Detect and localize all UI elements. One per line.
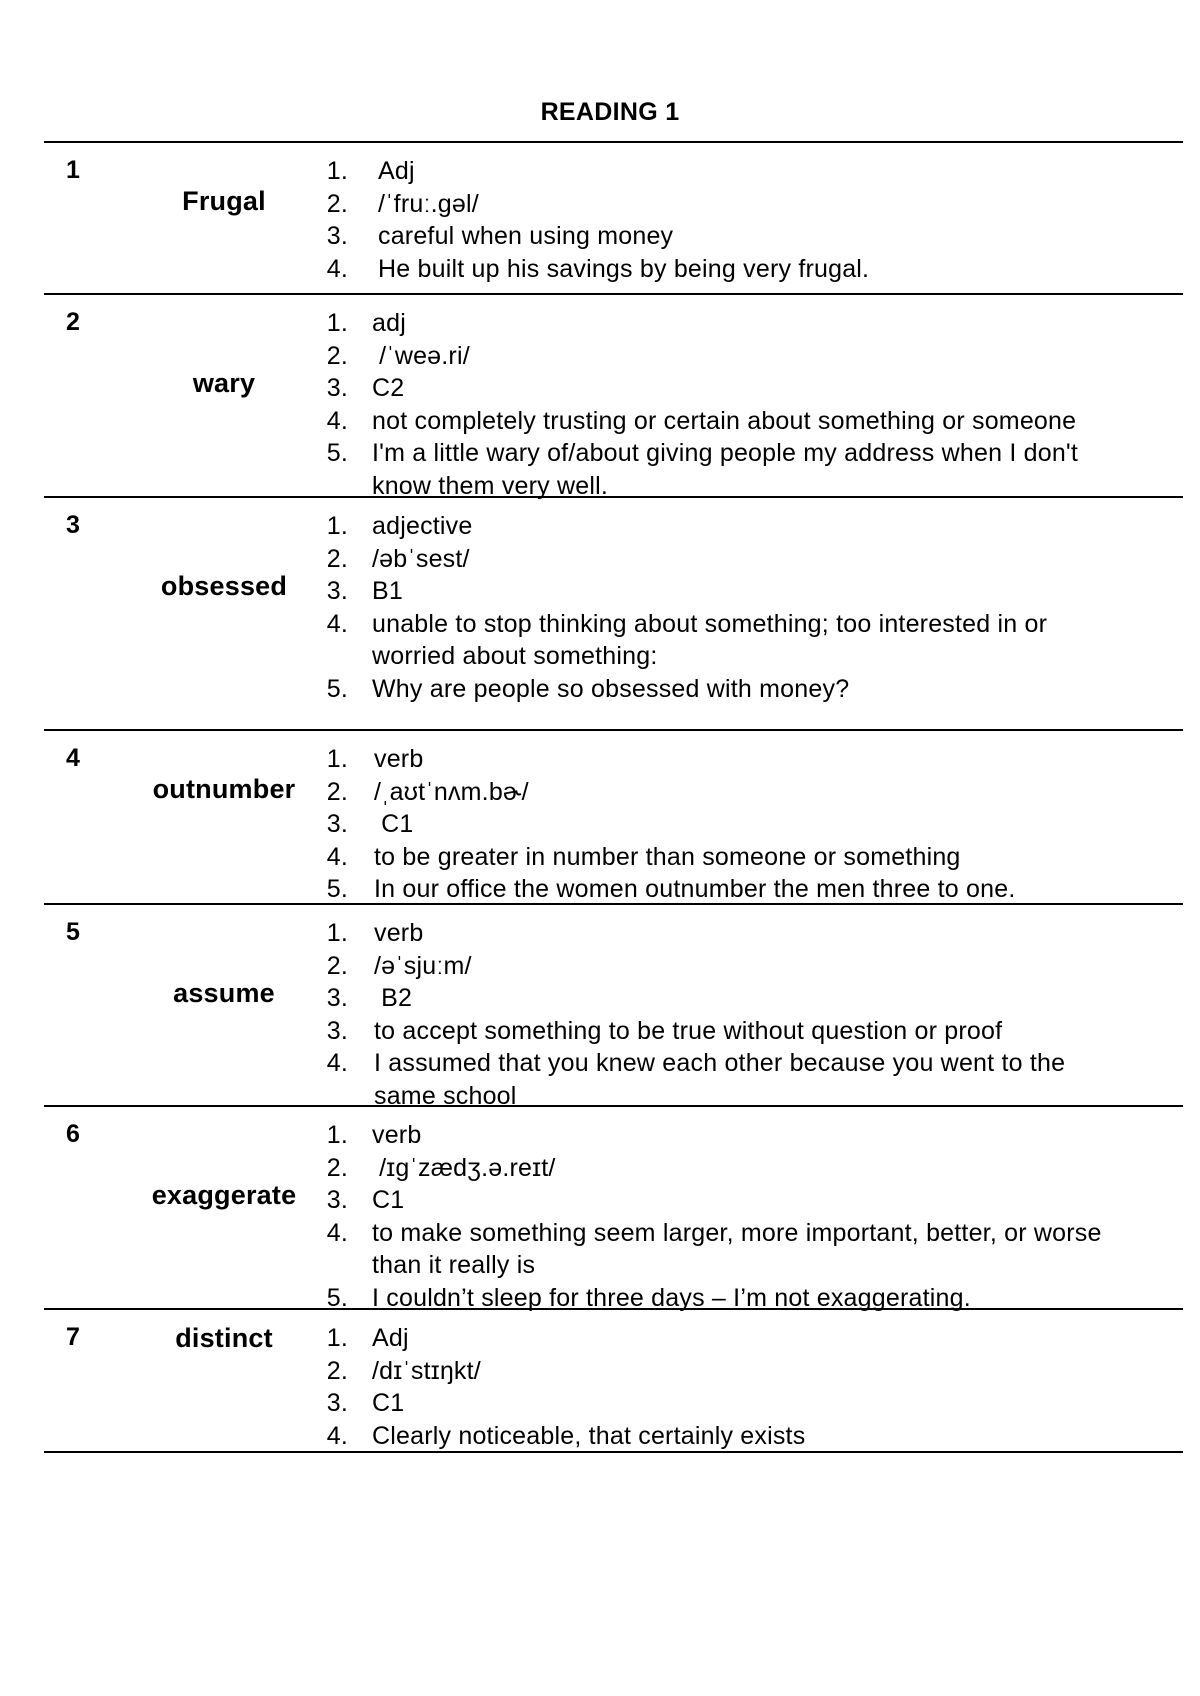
page-title: READING 1: [540, 98, 680, 126]
item-text: Clearly noticeable, that certainly exists: [372, 1421, 806, 1450]
definition-item: [306, 673, 1186, 706]
item-text: to make something seem larger, more important, better, or worse than it really is: [372, 1218, 1109, 1279]
item-text: He built up his savings by being very frugal.: [378, 254, 870, 283]
item-text: verb: [374, 919, 424, 947]
item-number: 4.: [326, 406, 348, 435]
definition-item: [306, 188, 1186, 221]
item-number: 3.: [326, 810, 348, 838]
entry-definition-list: [306, 510, 1186, 705]
definition-item: [306, 917, 1186, 950]
vocabulary-table: [44, 141, 1183, 1453]
entry-row: [44, 141, 1183, 293]
item-number: 1.: [326, 309, 348, 337]
item-number: 3.: [326, 577, 348, 605]
definition-item: [306, 1119, 1186, 1152]
definition-item: [306, 253, 1186, 286]
entry-number: 7: [66, 1323, 80, 1351]
item-text: verb: [374, 745, 424, 773]
entry-number: 2: [66, 308, 80, 336]
entry-word: exaggerate: [151, 1180, 297, 1210]
item-number: 5.: [326, 875, 348, 903]
entry-row: [44, 903, 1183, 1110]
item-text: /əˈsjuːm/: [374, 951, 472, 980]
definition-item: [306, 307, 1186, 340]
item-number: 1.: [326, 919, 348, 947]
item-text: Adj: [378, 157, 415, 185]
item-number: 5.: [326, 439, 348, 467]
item-text: B2: [374, 984, 413, 1012]
item-text: C1: [372, 1389, 405, 1417]
item-number: 2.: [326, 777, 348, 806]
entry-word: distinct: [175, 1323, 273, 1353]
item-text: C2: [372, 374, 405, 402]
item-text: C1: [374, 810, 414, 838]
definition-item: [306, 1047, 1186, 1112]
definition-item: [306, 873, 1186, 906]
item-number: 3.: [326, 374, 348, 402]
item-text: /ˈweə.ri/: [372, 341, 470, 370]
item-number: 1.: [326, 1121, 348, 1149]
entry-definition-list: [306, 917, 1186, 1112]
item-number: 1.: [326, 512, 348, 540]
definition-item: [306, 405, 1186, 438]
item-number: 4.: [326, 1049, 348, 1077]
entry-row: [44, 729, 1183, 903]
item-number: 2.: [326, 544, 348, 573]
entry-number: 4: [66, 744, 80, 772]
item-text: /dɪˈstɪŋkt/: [372, 1356, 481, 1385]
item-number: 4.: [326, 842, 348, 871]
item-text: verb: [372, 1121, 422, 1149]
definition-item: [306, 841, 1186, 874]
entry-word: Frugal: [182, 186, 266, 216]
item-text: not completely trusting or certain about something or someone: [372, 406, 1077, 435]
item-number: 4.: [326, 1421, 348, 1450]
item-number: 4.: [326, 1218, 348, 1247]
item-number: 2.: [326, 951, 348, 980]
definition-item: [306, 510, 1186, 543]
item-number: 3.: [326, 1016, 348, 1045]
entry-row: [44, 496, 1183, 729]
definition-item: [306, 1184, 1186, 1217]
definition-item: [306, 1322, 1186, 1355]
definition-item: [306, 1152, 1186, 1185]
definition-item: [306, 220, 1186, 253]
item-number: 4.: [326, 609, 348, 638]
item-text: adjective: [372, 512, 473, 540]
entry-word: assume: [173, 978, 275, 1008]
item-number: 3.: [326, 1186, 348, 1214]
item-number: 1.: [326, 1324, 348, 1352]
definition-item: [306, 1015, 1186, 1048]
definition-item: [306, 437, 1186, 502]
item-number: 2.: [326, 189, 348, 218]
definition-item: [306, 543, 1186, 576]
item-number: 2.: [326, 1153, 348, 1182]
definition-item: [306, 372, 1186, 405]
item-number: 3.: [326, 984, 348, 1012]
item-number: 5.: [326, 674, 348, 703]
item-number: 3.: [326, 222, 348, 250]
item-text: I assumed that you knew each other because you went to the same school: [374, 1049, 1073, 1110]
entry-definition-list: [306, 1119, 1186, 1314]
item-number: 3.: [326, 1389, 348, 1417]
item-number: 4.: [326, 254, 348, 283]
definition-item: [306, 575, 1186, 608]
definition-item: [306, 776, 1186, 809]
item-text: /ɪɡˈzædʒ.ə.reɪt/: [372, 1153, 556, 1182]
item-text: careful when using money: [378, 222, 674, 250]
definition-item: [306, 1420, 1186, 1453]
item-number: 5.: [326, 1283, 348, 1312]
item-text: B1: [372, 577, 403, 605]
definition-item: [306, 608, 1186, 673]
item-text: C1: [372, 1186, 405, 1214]
item-number: 2.: [326, 1356, 348, 1385]
item-text: /ˌaʊtˈnʌm.bɚ/: [374, 777, 529, 806]
item-text: In our office the women outnumber the men three to one.: [374, 875, 1016, 903]
entry-row: [44, 1105, 1183, 1312]
item-number: 2.: [326, 341, 348, 370]
definition-item: [306, 808, 1186, 841]
item-number: 1.: [326, 157, 348, 185]
definition-item: [306, 1387, 1186, 1420]
item-text: to be greater in number than someone or something: [374, 842, 961, 871]
entry-number: 5: [66, 918, 80, 946]
entry-definition-list: [306, 155, 1186, 285]
item-text: adj: [372, 309, 406, 337]
definition-item: [306, 950, 1186, 983]
definition-item: [306, 340, 1186, 373]
entry-row: [44, 293, 1183, 500]
entry-row: [44, 1308, 1183, 1453]
definition-item: [306, 743, 1186, 776]
item-text: I'm a little wary of/about giving people my address when I don't know them very well.: [372, 439, 1086, 500]
item-number: 1.: [326, 745, 348, 773]
entry-definition-list: [306, 1322, 1186, 1452]
definition-item: [306, 1217, 1186, 1282]
item-text: Adj: [372, 1324, 409, 1352]
item-text: Why are people so obsessed with money?: [372, 674, 850, 703]
entry-word: obsessed: [160, 571, 288, 601]
item-text: I couldn’t sleep for three days – I’m not exaggerating.: [372, 1283, 971, 1312]
entry-definition-list: [306, 307, 1186, 502]
item-text: unable to stop thinking about something; too interested in or worried about something:: [372, 609, 1055, 670]
definition-item: [306, 1355, 1186, 1388]
definition-item: [306, 982, 1186, 1015]
item-text: /əbˈsest/: [372, 544, 470, 573]
entry-word: wary: [192, 368, 256, 398]
entry-definition-list: [306, 743, 1186, 906]
item-text: /ˈfruː.ɡəl/: [378, 189, 479, 218]
entry-number: 3: [66, 511, 80, 539]
definition-item: [306, 155, 1186, 188]
entry-number: 6: [66, 1120, 80, 1148]
entry-word: outnumber: [152, 774, 296, 804]
item-text: to accept something to be true without question or proof: [374, 1016, 1003, 1045]
entry-number: 1: [66, 156, 80, 184]
